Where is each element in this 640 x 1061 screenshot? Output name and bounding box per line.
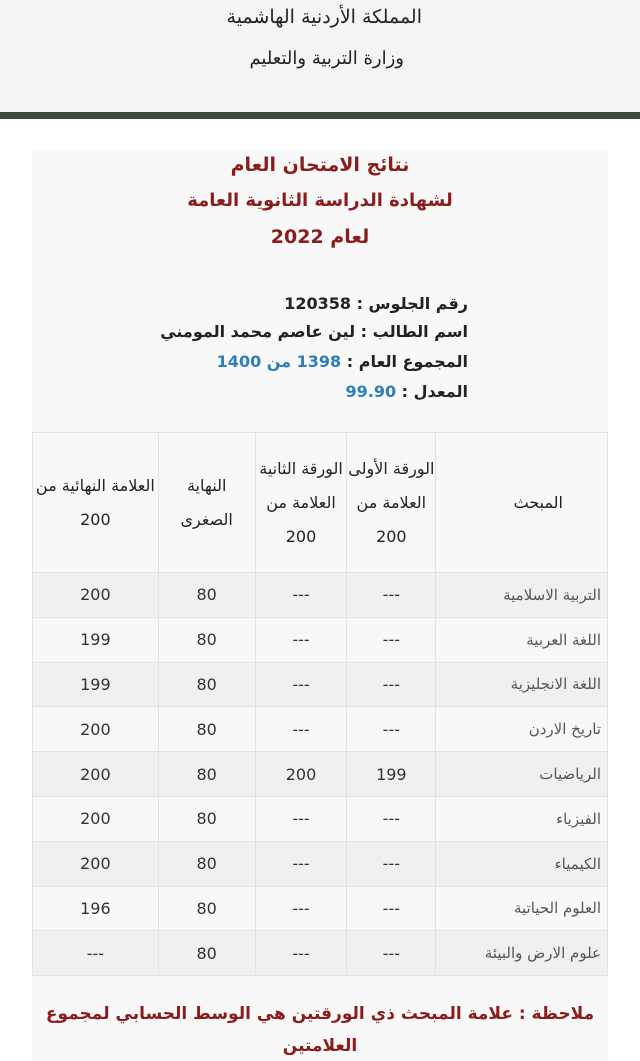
table-row (33, 707, 608, 752)
cell-final: 200 (33, 573, 159, 618)
seat-number-row (284, 294, 468, 313)
table-header-row (33, 433, 608, 573)
cell-final: --- (33, 931, 159, 976)
cell-subject: الرياضيات (436, 752, 608, 797)
cell-paper2: --- (255, 841, 347, 886)
header-divider (0, 112, 640, 119)
cell-subject: اللغة الانجليزية (436, 662, 608, 707)
cell-subject: اللغة العربية (436, 617, 608, 662)
cell-paper2: --- (255, 573, 347, 618)
cell-min: 80 (158, 752, 255, 797)
cell-subject: الفيزياء (436, 796, 608, 841)
header-paper2: الورقة الثانية العلامة من 200 (255, 433, 347, 573)
cell-paper1: --- (347, 886, 436, 931)
cell-min: 80 (158, 796, 255, 841)
table-row (33, 841, 608, 886)
cell-paper2: --- (255, 796, 347, 841)
cell-paper1: --- (347, 707, 436, 752)
cell-final: 199 (33, 617, 159, 662)
cell-final: 200 (33, 752, 159, 797)
cell-paper2: --- (255, 931, 347, 976)
cell-final: 196 (33, 886, 159, 931)
table-row (33, 617, 608, 662)
header-subject: المبحث (436, 433, 608, 573)
site-header (0, 0, 640, 112)
results-panel (32, 150, 608, 1061)
table-row (33, 931, 608, 976)
header-paper1: الورقة الأولى العلامة من 200 (347, 433, 436, 573)
cell-paper2: 200 (255, 752, 347, 797)
cell-paper1: --- (347, 617, 436, 662)
cell-subject: الكيمياء (436, 841, 608, 886)
seat-number: 120358 (284, 294, 351, 313)
table-row (33, 752, 608, 797)
results-table (32, 432, 608, 976)
cell-paper1: --- (347, 931, 436, 976)
table-row (33, 573, 608, 618)
total-row (217, 352, 468, 371)
cell-final: 200 (33, 841, 159, 886)
total-label: المجموع العام : (346, 352, 468, 371)
table-row (33, 886, 608, 931)
cell-subject: التربية الاسلامية (436, 573, 608, 618)
table-row (33, 662, 608, 707)
cell-min: 80 (158, 707, 255, 752)
exam-year: لعام 2022 (270, 226, 370, 248)
exam-title: نتائج الامتحان العام (230, 154, 410, 176)
kingdom-name: المملكة الأردنية الهاشمية (226, 6, 422, 28)
cell-paper2: --- (255, 886, 347, 931)
total-value: 1398 من 1400 (216, 352, 342, 371)
table-row (33, 796, 608, 841)
cell-subject: العلوم الحياتية (436, 886, 608, 931)
cell-min: 80 (158, 886, 255, 931)
cell-subject: تاريخ الاردن (436, 707, 608, 752)
cell-min: 80 (158, 573, 255, 618)
header-final: العلامة النهائية من 200 (33, 433, 159, 573)
footnote: ملاحظة : علامة المبحث ذي الورقتين هي الوسط الحسابي لمجموع العلامتين (45, 1004, 595, 1056)
student-name-row (160, 322, 468, 341)
cell-paper1: 199 (347, 752, 436, 797)
header-min: النهاية الصغرى (158, 433, 255, 573)
cell-min: 80 (158, 617, 255, 662)
ministry-name: وزارة التربية والتعليم (249, 48, 404, 69)
average-value: 99.90 (345, 382, 397, 401)
certificate-title: لشهادة الدراسة الثانوية العامة (187, 190, 453, 211)
cell-paper2: --- (255, 707, 347, 752)
average-label: المعدل : (401, 382, 468, 401)
cell-min: 80 (158, 841, 255, 886)
student-name: لين عاصم محمد المومني (160, 322, 356, 341)
cell-paper1: --- (347, 573, 436, 618)
cell-paper2: --- (255, 662, 347, 707)
cell-final: 200 (33, 707, 159, 752)
cell-min: 80 (158, 931, 255, 976)
cell-subject: علوم الارض والبيئة (436, 931, 608, 976)
cell-paper2: --- (255, 617, 347, 662)
cell-final: 200 (33, 796, 159, 841)
cell-paper1: --- (347, 841, 436, 886)
cell-min: 80 (158, 662, 255, 707)
cell-paper1: --- (347, 796, 436, 841)
name-label: اسم الطالب : (360, 322, 468, 341)
cell-paper1: --- (347, 662, 436, 707)
average-row (345, 382, 468, 401)
cell-final: 199 (33, 662, 159, 707)
seat-label: رقم الجلوس : (356, 294, 468, 313)
